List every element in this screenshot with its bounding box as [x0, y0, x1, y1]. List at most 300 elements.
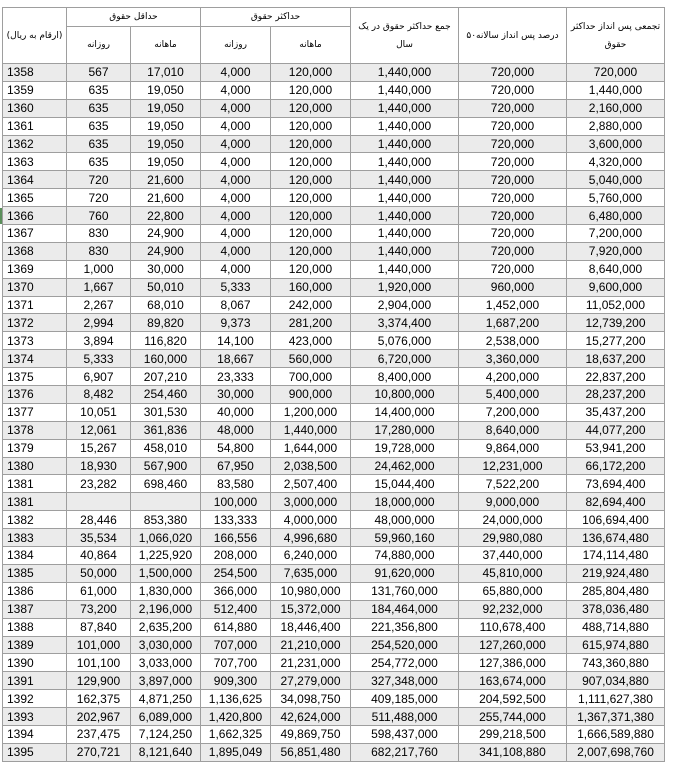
annual-total-cell: 1,440,000	[351, 135, 459, 153]
table-row	[3, 672, 665, 690]
max-monthly-cell: 242,000	[271, 296, 351, 314]
max-monthly-cell: 120,000	[271, 135, 351, 153]
max-daily-cell: 14,100	[201, 332, 271, 350]
min-monthly-cell: 116,820	[131, 332, 201, 350]
min-monthly-cell: 24,900	[131, 225, 201, 243]
savings-cell: 12,231,000	[459, 457, 567, 475]
savings-cell: 127,260,000	[459, 636, 567, 654]
cumulative-cell: 378,036,480	[567, 600, 665, 618]
table-row	[3, 207, 665, 225]
savings-cell: 720,000	[459, 99, 567, 117]
max-monthly-cell: 6,240,000	[271, 547, 351, 565]
min-monthly-cell: 567,900	[131, 457, 201, 475]
min-daily-cell: 40,864	[67, 547, 131, 565]
max-monthly-cell: 120,000	[271, 64, 351, 82]
savings-cell: 1,452,000	[459, 296, 567, 314]
cumulative-cell: 22,837,200	[567, 368, 665, 386]
year-cell: 1390	[3, 654, 67, 672]
max-daily-cell: 1,895,049	[201, 743, 271, 761]
annual-total-cell: 1,440,000	[351, 189, 459, 207]
min-daily-cell: 2,267	[67, 296, 131, 314]
min-monthly-cell: 1,225,920	[131, 547, 201, 565]
cumulative-cell: 7,200,000	[567, 225, 665, 243]
min-daily-cell	[67, 493, 131, 511]
table-row	[3, 457, 665, 475]
cumulative-cell: 1,440,000	[567, 81, 665, 99]
max-daily-cell: 4,000	[201, 207, 271, 225]
table-row	[3, 511, 665, 529]
min-daily-cell: 5,333	[67, 350, 131, 368]
savings-cell: 2,538,000	[459, 332, 567, 350]
max-daily-cell: 4,000	[201, 189, 271, 207]
table-row	[3, 439, 665, 457]
table-row	[3, 654, 665, 672]
table-row	[3, 690, 665, 708]
min-daily-cell: 87,840	[67, 618, 131, 636]
min-daily-cell: 101,100	[67, 654, 131, 672]
max-monthly-cell: 160,000	[271, 278, 351, 296]
min-daily-cell: 101,000	[67, 636, 131, 654]
max-monthly-cell: 21,210,000	[271, 636, 351, 654]
max-daily-cell: 4,000	[201, 99, 271, 117]
table-row	[3, 171, 665, 189]
table-row	[3, 618, 665, 636]
savings-cell: 8,640,000	[459, 421, 567, 439]
cumulative-cell: 743,360,880	[567, 654, 665, 672]
annual-total-cell: 19,728,000	[351, 439, 459, 457]
min-daily-cell: 202,967	[67, 708, 131, 726]
table-row	[3, 475, 665, 493]
min-daily-cell: 10,051	[67, 403, 131, 421]
table-row	[3, 135, 665, 153]
max-daily-cell: 23,333	[201, 368, 271, 386]
min-daily-cell: 162,375	[67, 690, 131, 708]
annual-total-cell: 1,440,000	[351, 225, 459, 243]
min-monthly-cell: 21,600	[131, 171, 201, 189]
savings-cell: 720,000	[459, 207, 567, 225]
min-monthly-cell: 207,210	[131, 368, 201, 386]
min-daily-cell: 720	[67, 189, 131, 207]
cumulative-cell: 174,114,480	[567, 547, 665, 565]
max-monthly-cell: 34,098,750	[271, 690, 351, 708]
savings-cell: 720,000	[459, 260, 567, 278]
year-cell: 1371	[3, 296, 67, 314]
max-monthly-cell: 56,851,480	[271, 743, 351, 761]
annual-total-cell: 59,960,160	[351, 529, 459, 547]
annual-total-cell: 1,440,000	[351, 117, 459, 135]
min-daily-cell: 270,721	[67, 743, 131, 761]
annual-total-cell: 5,076,000	[351, 332, 459, 350]
savings-cell: 720,000	[459, 64, 567, 82]
max-monthly-cell: 21,231,000	[271, 654, 351, 672]
min-daily-cell: 61,000	[67, 582, 131, 600]
max-monthly-cell: 560,000	[271, 350, 351, 368]
max-monthly-cell: 10,980,000	[271, 582, 351, 600]
table-row	[3, 278, 665, 296]
max-daily-cell: 133,333	[201, 511, 271, 529]
min-monthly-cell: 19,050	[131, 99, 201, 117]
max-daily-cell: 67,950	[201, 457, 271, 475]
annual-total-cell: 10,800,000	[351, 386, 459, 404]
annual-total-cell: 24,462,000	[351, 457, 459, 475]
savings-cell: 127,386,000	[459, 654, 567, 672]
savings-cell: 65,880,000	[459, 582, 567, 600]
min-daily-cell: 1,000	[67, 260, 131, 278]
annual-total-cell: 511,488,000	[351, 708, 459, 726]
table-row	[3, 153, 665, 171]
table-row	[3, 708, 665, 726]
min-daily-cell: 12,061	[67, 421, 131, 439]
min-monthly-cell: 1,066,020	[131, 529, 201, 547]
max-daily-cell: 614,880	[201, 618, 271, 636]
year-cell: 1378	[3, 421, 67, 439]
cumulative-cell: 907,034,880	[567, 672, 665, 690]
unit-header: (ارقام به ریال)	[3, 8, 67, 64]
annual-total-cell: 598,437,000	[351, 725, 459, 743]
max-monthly-cell: 3,000,000	[271, 493, 351, 511]
table-body	[3, 64, 665, 762]
min-daily-cell: 3,894	[67, 332, 131, 350]
min-daily-cell: 73,200	[67, 600, 131, 618]
min-daily-cell: 8,482	[67, 386, 131, 404]
annual-total-cell: 221,356,800	[351, 618, 459, 636]
annual-total-cell: 91,620,000	[351, 564, 459, 582]
savings-cell: 92,232,000	[459, 600, 567, 618]
table-row	[3, 529, 665, 547]
savings-cell: 4,200,000	[459, 368, 567, 386]
cumulative-cell: 9,600,000	[567, 278, 665, 296]
max-monthly-cell: 1,644,000	[271, 439, 351, 457]
min-monthly-cell: 50,010	[131, 278, 201, 296]
table-row	[3, 99, 665, 117]
max-daily-cell: 166,556	[201, 529, 271, 547]
max-daily-cell: 4,000	[201, 135, 271, 153]
max-monthly-cell: 120,000	[271, 260, 351, 278]
annual-total-cell: 1,440,000	[351, 153, 459, 171]
max-monthly-cell: 2,038,500	[271, 457, 351, 475]
min-monthly-cell: 698,460	[131, 475, 201, 493]
annual-total-cell: 17,280,000	[351, 421, 459, 439]
max-daily-cell: 4,000	[201, 153, 271, 171]
table-row	[3, 225, 665, 243]
max-monthly-cell: 2,507,400	[271, 475, 351, 493]
savings-cell: 9,000,000	[459, 493, 567, 511]
savings-cell: 720,000	[459, 81, 567, 99]
max-monthly-cell: 700,000	[271, 368, 351, 386]
min-monthly-cell: 361,836	[131, 421, 201, 439]
annual-total-cell: 15,044,400	[351, 475, 459, 493]
table-row	[3, 242, 665, 260]
min-monthly-cell: 17,010	[131, 64, 201, 82]
max-monthly-cell: 18,446,400	[271, 618, 351, 636]
table-row	[3, 368, 665, 386]
max-daily-cell: 909,300	[201, 672, 271, 690]
cumulative-cell: 1,367,371,380	[567, 708, 665, 726]
min-daily-cell: 6,907	[67, 368, 131, 386]
savings-cell: 720,000	[459, 225, 567, 243]
cumulative-cell: 12,739,200	[567, 314, 665, 332]
max-monthly-cell: 281,200	[271, 314, 351, 332]
savings-cell: 37,440,000	[459, 547, 567, 565]
year-cell: 1388	[3, 618, 67, 636]
savings-cell: 45,810,000	[459, 564, 567, 582]
savings-cell: 720,000	[459, 135, 567, 153]
min-monthly-cell: 3,030,000	[131, 636, 201, 654]
year-cell: 1373	[3, 332, 67, 350]
min-monthly-cell: 458,010	[131, 439, 201, 457]
max-daily-cell: 4,000	[201, 260, 271, 278]
table-row	[3, 117, 665, 135]
max-daily-cell: 4,000	[201, 81, 271, 99]
max-daily-cell: 512,400	[201, 600, 271, 618]
savings-cell: 9,864,000	[459, 439, 567, 457]
min-daily-cell: 129,900	[67, 672, 131, 690]
cumulative-cell: 3,600,000	[567, 135, 665, 153]
cumulative-cell: 5,760,000	[567, 189, 665, 207]
max-monthly-cell: 49,869,750	[271, 725, 351, 743]
cumulative-cell: 615,974,880	[567, 636, 665, 654]
min-daily-cell: 50,000	[67, 564, 131, 582]
min-daily-cell: 635	[67, 153, 131, 171]
max-monthly-cell: 120,000	[271, 117, 351, 135]
cumulative-cell: 18,637,200	[567, 350, 665, 368]
annual-total-cell: 184,464,000	[351, 600, 459, 618]
max-daily-cell: 4,000	[201, 64, 271, 82]
annual-total-cell: 1,440,000	[351, 99, 459, 117]
annual-total-cell: 74,880,000	[351, 547, 459, 565]
year-cell: 1394	[3, 725, 67, 743]
max-monthly-cell: 42,624,000	[271, 708, 351, 726]
year-cell: 1362	[3, 135, 67, 153]
min-monthly-cell: 7,124,250	[131, 725, 201, 743]
year-cell: 1387	[3, 600, 67, 618]
annual-total-cell: 14,400,000	[351, 403, 459, 421]
annual-total-cell: 3,374,400	[351, 314, 459, 332]
min-daily-cell: 18,930	[67, 457, 131, 475]
min-wage-header: حداقل حقوق	[67, 8, 201, 27]
min-daily-cell: 567	[67, 64, 131, 82]
max-daily-cell: 8,067	[201, 296, 271, 314]
cumulative-cell: 5,040,000	[567, 171, 665, 189]
min-monthly-cell: 2,196,000	[131, 600, 201, 618]
year-cell: 1385	[3, 564, 67, 582]
cumulative-cell: 35,437,200	[567, 403, 665, 421]
min-daily-cell: 15,267	[67, 439, 131, 457]
min-daily-cell: 635	[67, 135, 131, 153]
min-daily-cell: 35,534	[67, 529, 131, 547]
max-monthly-cell: 120,000	[271, 153, 351, 171]
max-daily-cell: 1,420,800	[201, 708, 271, 726]
year-cell: 1366	[3, 207, 67, 225]
max-monthly-cell: 120,000	[271, 99, 351, 117]
savings-cell: 29,980,080	[459, 529, 567, 547]
max-monthly-cell: 7,635,000	[271, 564, 351, 582]
min-monthly-cell: 30,000	[131, 260, 201, 278]
max-monthly-cell: 27,279,000	[271, 672, 351, 690]
max-daily-cell: 208,000	[201, 547, 271, 565]
annual-total-cell: 1,440,000	[351, 260, 459, 278]
table-row	[3, 564, 665, 582]
cumulative-cell: 15,277,200	[567, 332, 665, 350]
savings-cell: 720,000	[459, 117, 567, 135]
year-cell: 1380	[3, 457, 67, 475]
max-wage-header: حداکثر حقوق	[201, 8, 351, 27]
table-row	[3, 725, 665, 743]
annual-total-cell: 1,440,000	[351, 171, 459, 189]
cumulative-cell: 53,941,200	[567, 439, 665, 457]
year-cell: 1381	[3, 475, 67, 493]
cumulative-cell: 44,077,200	[567, 421, 665, 439]
min-daily-cell: 720	[67, 171, 131, 189]
table-row	[3, 403, 665, 421]
savings-cell: 7,522,200	[459, 475, 567, 493]
min-monthly-cell: 1,500,000	[131, 564, 201, 582]
max-daily-cell: 54,800	[201, 439, 271, 457]
cumulative-cell: 2,007,698,760	[567, 743, 665, 761]
min-monthly-header: ماهانه	[131, 27, 201, 64]
min-daily-cell: 1,667	[67, 278, 131, 296]
year-cell: 1386	[3, 582, 67, 600]
year-cell: 1395	[3, 743, 67, 761]
cumulative-cell: 136,674,480	[567, 529, 665, 547]
max-daily-cell: 707,000	[201, 636, 271, 654]
min-monthly-cell: 68,010	[131, 296, 201, 314]
max-daily-cell: 5,333	[201, 278, 271, 296]
year-cell: 1391	[3, 672, 67, 690]
cumulative-cell: 66,172,200	[567, 457, 665, 475]
year-cell: 1359	[3, 81, 67, 99]
cumulative-header: تجمعی پس انداز حداکثر حقوق	[567, 8, 665, 64]
year-cell: 1358	[3, 64, 67, 82]
min-monthly-cell: 24,900	[131, 242, 201, 260]
annual-total-cell: 254,772,000	[351, 654, 459, 672]
savings-cell: 3,360,000	[459, 350, 567, 368]
cumulative-cell: 106,694,400	[567, 511, 665, 529]
year-cell: 1360	[3, 99, 67, 117]
cumulative-cell: 11,052,000	[567, 296, 665, 314]
year-cell: 1361	[3, 117, 67, 135]
table-row	[3, 64, 665, 82]
max-monthly-cell: 1,440,000	[271, 421, 351, 439]
savings-cell: 299,218,500	[459, 725, 567, 743]
annual-total-cell: 409,185,000	[351, 690, 459, 708]
max-daily-cell: 4,000	[201, 242, 271, 260]
savings-cell: 255,744,000	[459, 708, 567, 726]
cumulative-cell: 28,237,200	[567, 386, 665, 404]
min-daily-cell: 830	[67, 225, 131, 243]
year-cell: 1377	[3, 403, 67, 421]
max-daily-cell: 4,000	[201, 225, 271, 243]
table-row	[3, 189, 665, 207]
table-row	[3, 332, 665, 350]
min-monthly-cell	[131, 493, 201, 511]
annual-total-cell: 1,440,000	[351, 242, 459, 260]
year-cell: 1393	[3, 708, 67, 726]
cumulative-cell: 1,666,589,880	[567, 725, 665, 743]
max-monthly-cell: 4,996,680	[271, 529, 351, 547]
savings-cell: 5,400,000	[459, 386, 567, 404]
max-daily-cell: 48,000	[201, 421, 271, 439]
max-daily-cell: 254,500	[201, 564, 271, 582]
year-cell: 1382	[3, 511, 67, 529]
year-cell: 1383	[3, 529, 67, 547]
min-daily-cell: 635	[67, 81, 131, 99]
table-row	[3, 582, 665, 600]
year-cell: 1374	[3, 350, 67, 368]
year-cell: 1379	[3, 439, 67, 457]
min-daily-cell: 2,994	[67, 314, 131, 332]
table-row	[3, 600, 665, 618]
min-monthly-cell: 853,380	[131, 511, 201, 529]
min-monthly-cell: 22,800	[131, 207, 201, 225]
min-monthly-cell: 8,121,640	[131, 743, 201, 761]
min-monthly-cell: 4,871,250	[131, 690, 201, 708]
table-row	[3, 547, 665, 565]
min-daily-cell: 23,282	[67, 475, 131, 493]
year-cell: 1372	[3, 314, 67, 332]
max-daily-cell: 4,000	[201, 171, 271, 189]
max-monthly-cell: 423,000	[271, 332, 351, 350]
max-daily-cell: 18,667	[201, 350, 271, 368]
max-daily-cell: 83,580	[201, 475, 271, 493]
annual-total-header: جمع حداکثر حقوق در یک سال	[351, 8, 459, 64]
min-monthly-cell: 19,050	[131, 153, 201, 171]
cumulative-cell: 7,920,000	[567, 242, 665, 260]
table-row	[3, 636, 665, 654]
year-cell: 1369	[3, 260, 67, 278]
year-cell: 1365	[3, 189, 67, 207]
max-monthly-cell: 120,000	[271, 207, 351, 225]
min-daily-header: روزانه	[67, 27, 131, 64]
year-cell: 1363	[3, 153, 67, 171]
year-cell: 1364	[3, 171, 67, 189]
year-cell: 1392	[3, 690, 67, 708]
savings-cell: 1,687,200	[459, 314, 567, 332]
min-daily-cell: 237,475	[67, 725, 131, 743]
savings-cell: 110,678,400	[459, 618, 567, 636]
cumulative-cell: 720,000	[567, 64, 665, 82]
table-row	[3, 350, 665, 368]
max-daily-cell: 707,700	[201, 654, 271, 672]
savings-cell: 720,000	[459, 171, 567, 189]
annual-total-cell: 1,440,000	[351, 64, 459, 82]
cumulative-cell: 2,160,000	[567, 99, 665, 117]
year-cell: 1376	[3, 386, 67, 404]
max-daily-cell: 4,000	[201, 117, 271, 135]
annual-total-cell: 6,720,000	[351, 350, 459, 368]
annual-total-cell: 682,217,760	[351, 743, 459, 761]
min-monthly-cell: 89,820	[131, 314, 201, 332]
max-monthly-cell: 120,000	[271, 171, 351, 189]
max-daily-cell: 1,136,625	[201, 690, 271, 708]
min-daily-cell: 760	[67, 207, 131, 225]
max-monthly-cell: 1,200,000	[271, 403, 351, 421]
savings-cell: 720,000	[459, 242, 567, 260]
table-row	[3, 260, 665, 278]
year-cell: 1370	[3, 278, 67, 296]
annual-total-cell: 131,760,000	[351, 582, 459, 600]
annual-total-cell: 48,000,000	[351, 511, 459, 529]
max-daily-cell: 9,373	[201, 314, 271, 332]
savings-cell: 720,000	[459, 189, 567, 207]
annual-total-cell: 1,920,000	[351, 278, 459, 296]
savings-cell: 720,000	[459, 153, 567, 171]
annual-total-cell: 1,440,000	[351, 207, 459, 225]
cumulative-cell: 73,694,400	[567, 475, 665, 493]
cumulative-cell: 8,640,000	[567, 260, 665, 278]
savings-cell: 204,592,500	[459, 690, 567, 708]
cumulative-cell: 1,111,627,380	[567, 690, 665, 708]
